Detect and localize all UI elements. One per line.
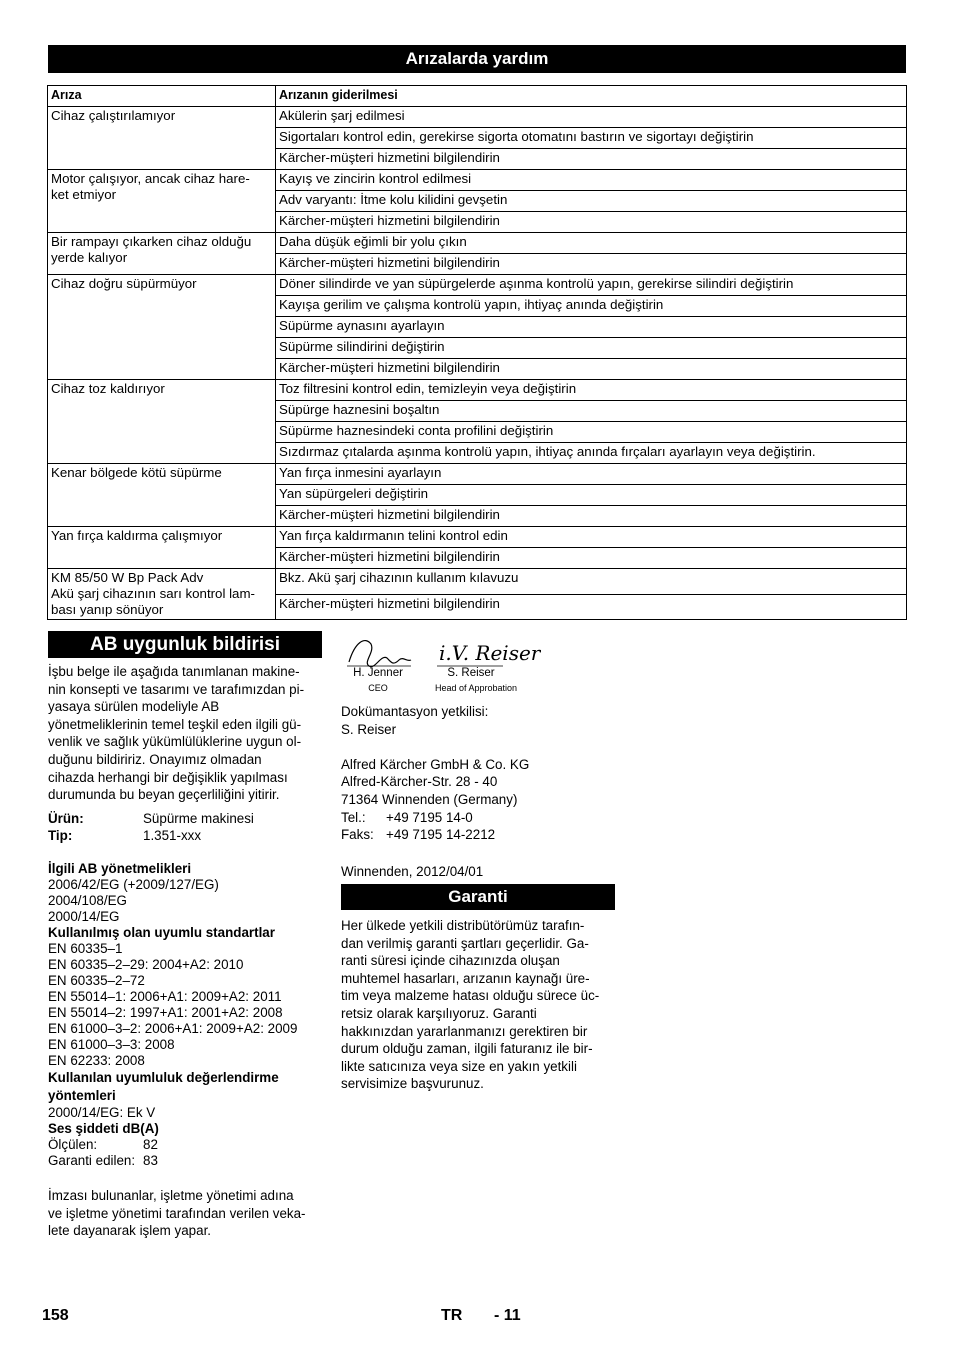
type-value: 1.351-xxx <box>143 828 202 844</box>
contact-block <box>341 703 621 880</box>
standard-item: EN 62233: 2008 <box>48 1052 145 1068</box>
fault-cell: KM 85/50 W Bp Pack Adv Akü şarj cihazının sarı kontrol lam- bası yanıp sönüyor <box>48 569 276 620</box>
troubleshooting-title: Arızalarda yardım <box>48 45 906 73</box>
section-page: - 11 <box>494 1307 521 1324</box>
fault-cell: Motor çalışıyor, ancak cihaz hare- ket etmiyor <box>48 170 276 233</box>
fault-column-header: Arıza <box>48 86 276 107</box>
tel-value: +49 7195 14-0 <box>386 809 473 825</box>
company-name: Alfred Kärcher GmbH & Co. KG <box>341 756 530 772</box>
company-street: Alfred-Kärcher-Str. 28 - 40 <box>341 774 498 790</box>
warranty-title: Garanti <box>341 884 615 910</box>
product-label: Ürün: <box>48 810 84 826</box>
place-date: Winnenden, 2012/04/01 <box>341 863 484 879</box>
remedy-cell: Adv varyantı: İtme kolu kilidini gevşetin <box>276 191 907 212</box>
sound-title: Ses şiddeti dB(A) <box>48 1120 159 1136</box>
directives-title: İlgili AB yönetmelikleri <box>48 860 192 876</box>
fax-value: +49 7195 14-2212 <box>386 827 496 843</box>
product-row <box>48 810 323 828</box>
remedy-cell: Yan süpürgeleri değiştirin <box>276 485 907 506</box>
standard-item: EN 61000–3–3: 2008 <box>48 1036 175 1052</box>
remedy-cell: Kayışa gerilim ve çalışma kontrolü yapın, ihtiyaç anında değiştirin <box>276 296 907 317</box>
standard-item: EN 55014–1: 2006+A1: 2009+A2: 2011 <box>48 988 282 1004</box>
standard-item: EN 60335–2–29: 2004+A2: 2010 <box>48 956 244 972</box>
methods-title: Kullanılan uyumluluk değerlendirme yöntemleri <box>48 1069 279 1103</box>
table-row <box>48 170 907 191</box>
table-row <box>48 527 907 548</box>
remedy-cell: Süpürge haznesini boşaltın <box>276 401 907 422</box>
guaranteed-value: 83 <box>143 1152 158 1168</box>
table-row <box>48 569 907 595</box>
table-row <box>48 233 907 254</box>
remedy-cell: Akülerin şarj edilmesi <box>276 107 907 128</box>
standard-item: EN 61000–3–2: 2006+A1: 2009+A2: 2009 <box>48 1020 298 1036</box>
ab-closing: İmzası bulunanlar, işletme yönetimi adına ve işletme yönetimi tarafından verilen veka- lete dayanarak işlem yapar. <box>48 1187 306 1239</box>
signature-block <box>341 632 541 696</box>
method-item: 2000/14/EG: Ek V <box>48 1104 156 1120</box>
troubleshooting-table <box>47 85 907 620</box>
fax-row <box>341 826 621 844</box>
remedy-cell: Sigortaları kontrol edin, gerekirse sigorta otomatını bastırın ve sigortayı değiştirin <box>276 128 907 149</box>
doc-responsible-label: Dokümantasyon yetkilisi: <box>341 704 489 719</box>
directive-item: 2004/108/EG <box>48 892 127 908</box>
directive-item: 2006/42/EG (+2009/127/EG) <box>48 876 219 892</box>
language-code: TR <box>441 1307 463 1324</box>
remedy-cell: Yan fırça kaldırmanın telini kontrol edin <box>276 527 907 548</box>
ab-declaration-title: AB uygunluk bildirisi <box>48 631 322 658</box>
company-city: 71364 Winnenden (Germany) <box>341 791 518 807</box>
handwritten-signatures-icon <box>341 632 541 672</box>
remedy-cell: Kärcher-müşteri hizmetini bilgilendirin <box>276 359 907 380</box>
remedy-cell: Kärcher-müşteri hizmetini bilgilendirin <box>276 149 907 170</box>
remedy-cell: Bkz. Akü şarj cihazının kullanım kılavuzu <box>276 569 907 595</box>
fault-cell: Cihaz doğru süpürmüyor <box>48 275 276 380</box>
signer1-title: CEO <box>368 683 388 693</box>
remedy-cell: Kärcher-müşteri hizmetini bilgilendirin <box>276 548 907 569</box>
fax-label: Faks: <box>341 827 374 843</box>
ab-intro: İşbu belge ile aşağıda tanımlanan makine- nin konsepti ve tasarımı ve tarafımızdan pi- yasaya sürülen modeliyle AB yönetmeliklerinin temel teşkil eden ilgili gü- venlik ve sağlık yükümlülüklerine uygun ol- duğunu bildiririz. Onayımız olmadan cihazda herhangi bir değişiklik yapılması durumunda bu beyan geçerliliğini yitirir. <box>48 664 305 803</box>
measured-row <box>48 1137 323 1153</box>
standard-item: EN 60335–2–72 <box>48 972 145 988</box>
remedy-cell: Süpürme silindirini değiştirin <box>276 338 907 359</box>
remedy-cell: Kayış ve zincirin kontrol edilmesi <box>276 170 907 191</box>
tel-row <box>341 809 621 827</box>
remedy-cell: Daha düşük eğimli bir yolu çıkın <box>276 233 907 254</box>
directive-item: 2000/14/EG <box>48 908 120 924</box>
measured-label: Ölçülen: <box>48 1136 98 1152</box>
page-number: 158 <box>42 1307 69 1324</box>
measured-value: 82 <box>143 1136 158 1152</box>
remedy-cell: Kärcher-müşteri hizmetini bilgilendirin <box>276 254 907 275</box>
doc-responsible-name: S. Reiser <box>341 721 397 737</box>
fault-cell: Kenar bölgede kötü süpürme <box>48 464 276 527</box>
remedy-cell: Sızdırmaz çıtalarda aşınma kontrolü yapın, ihtiyaç anında fırçaları ayarlayın veya değiştirin. <box>276 443 907 464</box>
standard-item: EN 60335–1 <box>48 940 123 956</box>
type-label: Tip: <box>48 828 73 844</box>
standards-title: Kullanılmış olan uyumlu standartlar <box>48 924 275 940</box>
type-row <box>48 827 323 845</box>
signer2-name: S. Reiser <box>447 667 495 679</box>
warranty-text: Her ülkede yetkili distribütörümüz tarafın- dan verilmiş garanti şartları geçerlidir. Ga- ranti süresi içinde cihazınızda oluşan muhtemel hasarları, arızanın kaynağı üre- tim veya malzeme hatası olduğu sürece üc- retsiz olarak karşılıyoruz. Garanti hakkınızdan yararlanmanızı gerektiren bir durum olduğu zaman, ilgili faturanız ile bir- likte satıcınıza veya size en yakın yetkili servisimize başvurunuz. <box>341 918 600 1092</box>
product-value: Süpürme makinesi <box>143 810 254 826</box>
table-row <box>48 107 907 128</box>
remedy-cell: Süpürme aynasını ayarlayın <box>276 317 907 338</box>
table-row <box>48 275 907 296</box>
fault-cell: Bir rampayı çıkarken cihaz olduğu yerde kalıyor <box>48 233 276 275</box>
signer2-title: Head of Approbation <box>434 683 518 693</box>
fault-cell: Yan fırça kaldırma çalışmıyor <box>48 527 276 569</box>
ab-declaration-body <box>48 663 323 1240</box>
fault-cell: Cihaz toz kaldırıyor <box>48 380 276 464</box>
remedy-cell: Toz filtresini kontrol edin, temizleyin veya değiştirin <box>276 380 907 401</box>
table-row <box>48 380 907 401</box>
guaranteed-row <box>48 1153 323 1169</box>
remedy-cell: Yan fırça inmesini ayarlayın <box>276 464 907 485</box>
signer1-name: H. Jenner <box>353 667 403 679</box>
remedy-cell: Süpürme haznesindeki conta profilini değiştirin <box>276 422 907 443</box>
remedy-cell: Kärcher-müşteri hizmetini bilgilendirin <box>276 506 907 527</box>
guaranteed-label: Garanti edilen: <box>48 1152 136 1168</box>
table-row <box>48 464 907 485</box>
remedy-column-header: Arızanın giderilmesi <box>276 86 907 107</box>
reiser-script-signature: i.V. Reiser <box>439 641 541 665</box>
tel-label: Tel.: <box>341 809 366 825</box>
remedy-cell: Kärcher-müşteri hizmetini bilgilendirin <box>276 594 907 620</box>
standard-item: EN 55014–2: 1997+A1: 2001+A2: 2008 <box>48 1004 283 1020</box>
fault-cell: Cihaz çalıştırılamıyor <box>48 107 276 170</box>
remedy-cell: Döner silindirde ve yan süpürgelerde aşınma kontrolü yapın, gerekirse silindiri değiştirin <box>276 275 907 296</box>
remedy-cell: Kärcher-müşteri hizmetini bilgilendirin <box>276 212 907 233</box>
